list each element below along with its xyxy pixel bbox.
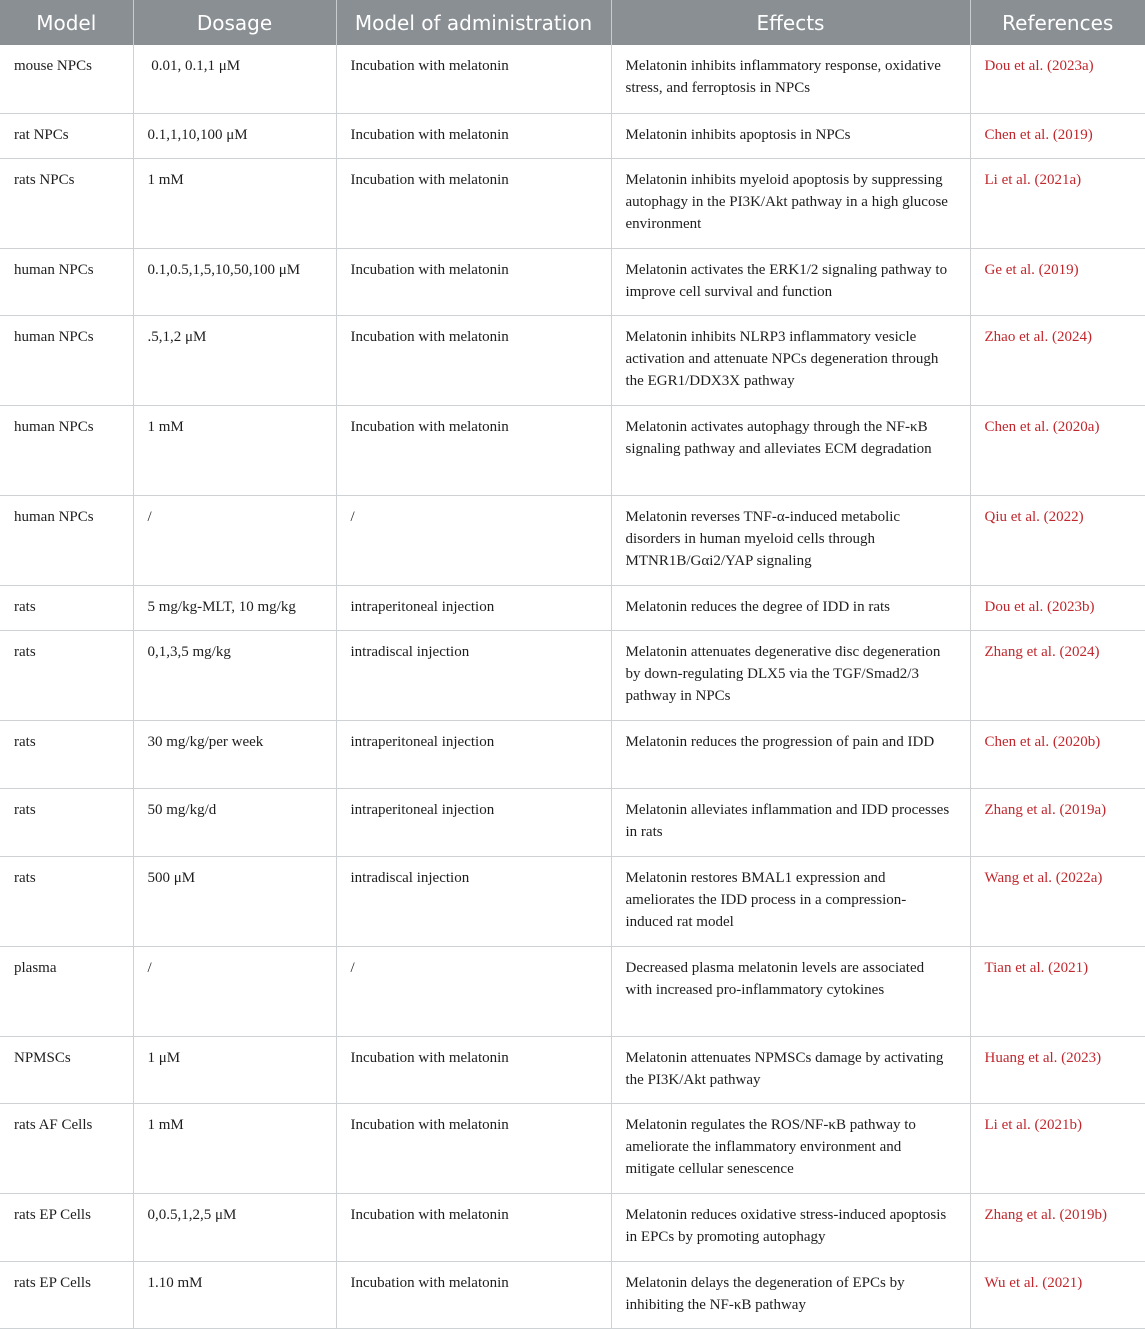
cell-reference[interactable]: Chen et al. (2020b) <box>970 720 1145 788</box>
cell-administration: / <box>336 495 611 585</box>
cell-effects: Melatonin inhibits inflammatory response, oxidative stress, and ferroptosis in NPCs <box>611 45 970 113</box>
cell-administration: Incubation with melatonin <box>336 405 611 495</box>
cell-reference[interactable]: Tian et al. (2021) <box>970 946 1145 1036</box>
table-row <box>0 158 1145 248</box>
cell-model: human NPCs <box>0 405 133 495</box>
cell-reference[interactable]: Wang et al. (2022a) <box>970 856 1145 946</box>
cell-administration: Incubation with melatonin <box>336 248 611 315</box>
header-references: References <box>970 0 1145 45</box>
table-row <box>0 1193 1145 1261</box>
cell-administration: Incubation with melatonin <box>336 1261 611 1328</box>
table-row <box>0 946 1145 1036</box>
cell-reference[interactable]: Wu et al. (2021) <box>970 1261 1145 1328</box>
cell-effects: Melatonin alleviates inflammation and IDD processes in rats <box>611 788 970 856</box>
header-dosage: Dosage <box>133 0 336 45</box>
cell-model: rats <box>0 788 133 856</box>
cell-effects: Melatonin reduces oxidative stress-induced apoptosis in EPCs by promoting autophagy <box>611 1193 970 1261</box>
cell-reference[interactable]: Li et al. (2021a) <box>970 158 1145 248</box>
cell-effects: Decreased plasma melatonin levels are associated with increased pro-inflammatory cytokines <box>611 946 970 1036</box>
cell-effects: Melatonin reduces the degree of IDD in rats <box>611 585 970 630</box>
table-row <box>0 113 1145 158</box>
cell-model: rats AF Cells <box>0 1103 133 1193</box>
cell-dosage: 1 mM <box>133 1103 336 1193</box>
cell-reference[interactable]: Zhang et al. (2019a) <box>970 788 1145 856</box>
cell-model: mouse NPCs <box>0 45 133 113</box>
cell-reference[interactable]: Dou et al. (2023b) <box>970 585 1145 630</box>
cell-dosage: 0.1,0.5,1,5,10,50,100 μM <box>133 248 336 315</box>
cell-administration: Incubation with melatonin <box>336 1103 611 1193</box>
cell-dosage: 0,1,3,5 mg/kg <box>133 630 336 720</box>
cell-effects: Melatonin activates the ERK1/2 signaling pathway to improve cell survival and function <box>611 248 970 315</box>
cell-administration: Incubation with melatonin <box>336 1036 611 1103</box>
cell-reference[interactable]: Zhao et al. (2024) <box>970 315 1145 405</box>
cell-dosage: / <box>133 495 336 585</box>
table-row <box>0 315 1145 405</box>
cell-dosage: 30 mg/kg/per week <box>133 720 336 788</box>
cell-administration: / <box>336 946 611 1036</box>
cell-dosage: 0,0.5,1,2,5 μM <box>133 1193 336 1261</box>
cell-dosage: 500 μM <box>133 856 336 946</box>
cell-model: rat NPCs <box>0 113 133 158</box>
cell-reference[interactable]: Li et al. (2021b) <box>970 1103 1145 1193</box>
cell-effects: Melatonin inhibits apoptosis in NPCs <box>611 113 970 158</box>
cell-dosage: 0.01, 0.1,1 μM <box>133 45 336 113</box>
cell-reference[interactable]: Dou et al. (2023a) <box>970 45 1145 113</box>
cell-administration: Incubation with melatonin <box>336 1193 611 1261</box>
header-administration: Model of administration <box>336 0 611 45</box>
cell-effects: Melatonin reduces the progression of pain and IDD <box>611 720 970 788</box>
cell-effects: Melatonin activates autophagy through the NF-κB signaling pathway and alleviates ECM degradation <box>611 405 970 495</box>
cell-dosage: 50 mg/kg/d <box>133 788 336 856</box>
table-row <box>0 248 1145 315</box>
cell-reference[interactable]: Huang et al. (2023) <box>970 1036 1145 1103</box>
cell-effects: Melatonin delays the degeneration of EPCs by inhibiting the NF-κB pathway <box>611 1261 970 1328</box>
cell-model: rats <box>0 720 133 788</box>
cell-model: plasma <box>0 946 133 1036</box>
table-row <box>0 1261 1145 1328</box>
cell-effects: Melatonin restores BMAL1 expression and ameliorates the IDD process in a compression-induced rat model <box>611 856 970 946</box>
cell-administration: intradiscal injection <box>336 630 611 720</box>
table-row <box>0 585 1145 630</box>
cell-administration: intraperitoneal injection <box>336 788 611 856</box>
cell-dosage: 1 mM <box>133 158 336 248</box>
cell-effects: Melatonin inhibits NLRP3 inflammatory vesicle activation and attenuate NPCs degeneration through the EGR1/DDX3X pathway <box>611 315 970 405</box>
cell-reference[interactable]: Zhang et al. (2024) <box>970 630 1145 720</box>
cell-model: rats NPCs <box>0 158 133 248</box>
cell-administration: intradiscal injection <box>336 856 611 946</box>
table-row <box>0 630 1145 720</box>
cell-administration: intraperitoneal injection <box>336 585 611 630</box>
table-row <box>0 856 1145 946</box>
cell-administration: Incubation with melatonin <box>336 113 611 158</box>
cell-dosage: 0.1,1,10,100 μM <box>133 113 336 158</box>
header-effects: Effects <box>611 0 970 45</box>
table-row <box>0 45 1145 113</box>
table-row <box>0 495 1145 585</box>
cell-dosage: 1.10 mM <box>133 1261 336 1328</box>
cell-administration: intraperitoneal injection <box>336 720 611 788</box>
cell-dosage: 1 mM <box>133 405 336 495</box>
cell-effects: Melatonin attenuates NPMSCs damage by activating the PI3K/Akt pathway <box>611 1036 970 1103</box>
cell-reference[interactable]: Chen et al. (2019) <box>970 113 1145 158</box>
cell-effects: Melatonin inhibits myeloid apoptosis by suppressing autophagy in the PI3K/Akt pathway in a high glucose environment <box>611 158 970 248</box>
header-model: Model <box>0 0 133 45</box>
cell-effects: Melatonin regulates the ROS/NF-κB pathway to ameliorate the inflammatory environment and mitigate cellular senescence <box>611 1103 970 1193</box>
table-row <box>0 788 1145 856</box>
table-row <box>0 1103 1145 1193</box>
cell-model: rats EP Cells <box>0 1193 133 1261</box>
table-row <box>0 1036 1145 1103</box>
cell-administration: Incubation with melatonin <box>336 45 611 113</box>
cell-effects: Melatonin attenuates degenerative disc degeneration by down-regulating DLX5 via the TGF/Smad2/3 pathway in NPCs <box>611 630 970 720</box>
cell-reference[interactable]: Ge et al. (2019) <box>970 248 1145 315</box>
cell-model: human NPCs <box>0 248 133 315</box>
cell-administration: Incubation with melatonin <box>336 315 611 405</box>
cell-reference[interactable]: Zhang et al. (2019b) <box>970 1193 1145 1261</box>
cell-dosage: .5,1,2 μM <box>133 315 336 405</box>
cell-model: rats <box>0 585 133 630</box>
cell-model: NPMSCs <box>0 1036 133 1103</box>
cell-model: rats <box>0 856 133 946</box>
cell-model: rats EP Cells <box>0 1261 133 1328</box>
cell-dosage: 1 μM <box>133 1036 336 1103</box>
cell-dosage: / <box>133 946 336 1036</box>
cell-dosage: 5 mg/kg-MLT, 10 mg/kg <box>133 585 336 630</box>
cell-model: human NPCs <box>0 495 133 585</box>
cell-model: human NPCs <box>0 315 133 405</box>
cell-reference[interactable]: Qiu et al. (2022) <box>970 495 1145 585</box>
table-header-row <box>0 0 1145 45</box>
table-row <box>0 405 1145 495</box>
table-row <box>0 720 1145 788</box>
cell-reference[interactable]: Chen et al. (2020a) <box>970 405 1145 495</box>
cell-model: rats <box>0 630 133 720</box>
cell-effects: Melatonin reverses TNF-α-induced metabolic disorders in human myeloid cells through MTNR1B/Gαi2/YAP signaling <box>611 495 970 585</box>
cell-administration: Incubation with melatonin <box>336 158 611 248</box>
